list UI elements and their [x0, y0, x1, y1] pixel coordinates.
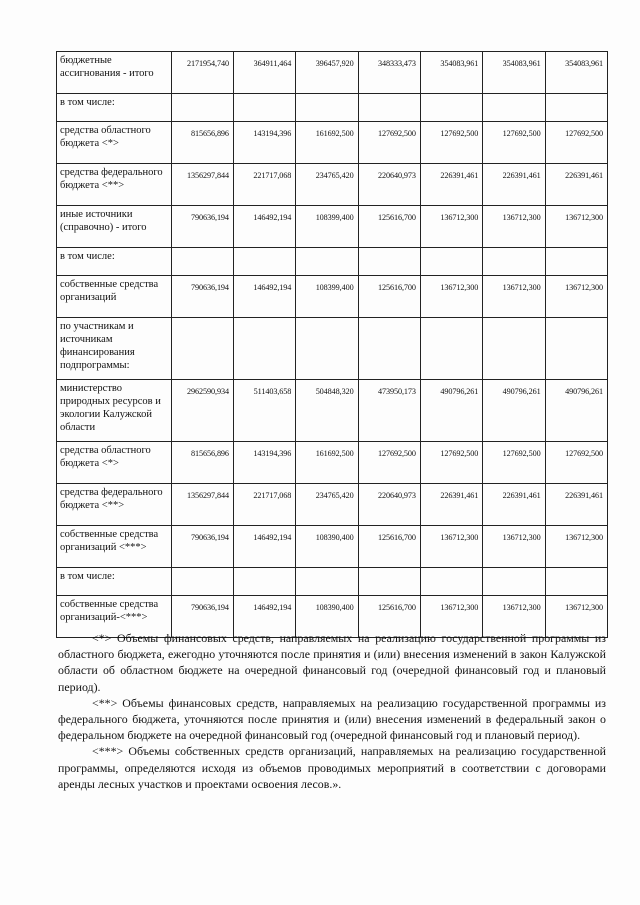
- footnote-own-funds: <***> Объемы собственных средств организаций, направляемых на реализацию государственной программы, определяются исходя из объемов проводимых мероприятий в соответствии с договорами аренды лесных участков и проектами освоения лесов.».: [58, 744, 606, 791]
- row-label: средства областного бюджета <*>: [57, 442, 172, 484]
- value-cell: [420, 318, 482, 380]
- value-cell: 226391,461: [483, 484, 545, 526]
- value-cell: 226391,461: [545, 164, 607, 206]
- value-cell: [171, 248, 233, 276]
- value-cell: 108399,400: [296, 276, 358, 318]
- table-row: [57, 52, 608, 94]
- value-cell: 396457,920: [296, 52, 358, 94]
- value-cell: 815656,896: [171, 122, 233, 164]
- value-cell: 136712,300: [420, 596, 482, 638]
- value-cell: 354083,961: [420, 52, 482, 94]
- value-cell: 125616,700: [358, 596, 420, 638]
- value-cell: 2171954,740: [171, 52, 233, 94]
- footnote-regional-budget: <*> Объемы финансовых средств, направляемых на реализацию государственной программы из областного бюджета, ежегодно уточняются после принятия и (или) внесения изменений в закон Калужской области об областном бюджете на очередной финансовый год (очередной финансовый год и плановый период).: [58, 631, 606, 694]
- table-row: [57, 164, 608, 206]
- value-cell: [233, 568, 295, 596]
- table-row: [57, 568, 608, 596]
- row-label: в том числе:: [57, 568, 172, 596]
- value-cell: 490796,261: [545, 380, 607, 442]
- value-cell: 146492,194: [233, 276, 295, 318]
- value-cell: [545, 568, 607, 596]
- value-cell: [358, 568, 420, 596]
- value-cell: 136712,300: [420, 276, 482, 318]
- value-cell: 220640,973: [358, 484, 420, 526]
- value-cell: 490796,261: [483, 380, 545, 442]
- row-label: по участникам и источникам финансирования подпрограммы:: [57, 318, 172, 380]
- value-cell: 146492,194: [233, 526, 295, 568]
- value-cell: [171, 94, 233, 122]
- value-cell: 226391,461: [420, 164, 482, 206]
- value-cell: 790636,194: [171, 526, 233, 568]
- row-label: в том числе:: [57, 94, 172, 122]
- value-cell: 354083,961: [483, 52, 545, 94]
- table-row: [57, 526, 608, 568]
- value-cell: 108399,400: [296, 206, 358, 248]
- value-cell: 221717,068: [233, 164, 295, 206]
- value-cell: 136712,300: [483, 276, 545, 318]
- row-label: бюджетные ассигнования - итого: [57, 52, 172, 94]
- table-row: [57, 442, 608, 484]
- value-cell: 234765,420: [296, 164, 358, 206]
- value-cell: [296, 248, 358, 276]
- value-cell: 136712,300: [483, 206, 545, 248]
- value-cell: 136712,300: [545, 206, 607, 248]
- financing-table: [56, 51, 608, 638]
- value-cell: 146492,194: [233, 596, 295, 638]
- value-cell: 125616,700: [358, 206, 420, 248]
- value-cell: 136712,300: [420, 526, 482, 568]
- value-cell: [483, 248, 545, 276]
- value-cell: 221717,068: [233, 484, 295, 526]
- value-cell: 364911,464: [233, 52, 295, 94]
- table-row: [57, 248, 608, 276]
- table-row: [57, 94, 608, 122]
- value-cell: [296, 568, 358, 596]
- value-cell: [358, 318, 420, 380]
- value-cell: 127692,500: [483, 442, 545, 484]
- value-cell: 143194,396: [233, 442, 295, 484]
- row-label: иные источники (справочно) - итого: [57, 206, 172, 248]
- value-cell: 127692,500: [483, 122, 545, 164]
- row-label: средства федерального бюджета <**>: [57, 484, 172, 526]
- value-cell: 226391,461: [483, 164, 545, 206]
- value-cell: [420, 94, 482, 122]
- value-cell: 815656,896: [171, 442, 233, 484]
- value-cell: 125616,700: [358, 276, 420, 318]
- value-cell: 127692,500: [420, 122, 482, 164]
- value-cell: [171, 568, 233, 596]
- financing-table-body: [57, 52, 608, 638]
- value-cell: 127692,500: [545, 122, 607, 164]
- value-cell: 127692,500: [358, 122, 420, 164]
- value-cell: 161692,500: [296, 122, 358, 164]
- value-cell: 348333,473: [358, 52, 420, 94]
- value-cell: 125616,700: [358, 526, 420, 568]
- value-cell: 136712,300: [545, 526, 607, 568]
- value-cell: [233, 94, 295, 122]
- value-cell: [545, 94, 607, 122]
- row-label: собственные средства организаций: [57, 276, 172, 318]
- value-cell: 136712,300: [483, 596, 545, 638]
- value-cell: 108390,400: [296, 596, 358, 638]
- value-cell: [358, 248, 420, 276]
- value-cell: [296, 94, 358, 122]
- value-cell: [358, 94, 420, 122]
- value-cell: 108390,400: [296, 526, 358, 568]
- value-cell: 146492,194: [233, 206, 295, 248]
- value-cell: 1356297,844: [171, 164, 233, 206]
- table-row: [57, 122, 608, 164]
- table-row: [57, 484, 608, 526]
- value-cell: 490796,261: [420, 380, 482, 442]
- footnotes: [58, 630, 606, 792]
- value-cell: 226391,461: [420, 484, 482, 526]
- value-cell: 161692,500: [296, 442, 358, 484]
- value-cell: 136712,300: [545, 276, 607, 318]
- value-cell: 473950,173: [358, 380, 420, 442]
- value-cell: 136712,300: [420, 206, 482, 248]
- value-cell: 2962590,934: [171, 380, 233, 442]
- value-cell: 136712,300: [483, 526, 545, 568]
- value-cell: 790636,194: [171, 276, 233, 318]
- value-cell: 790636,194: [171, 596, 233, 638]
- value-cell: 504848,320: [296, 380, 358, 442]
- row-label: средства федерального бюджета <**>: [57, 164, 172, 206]
- value-cell: 226391,461: [545, 484, 607, 526]
- value-cell: 136712,300: [545, 596, 607, 638]
- value-cell: [545, 318, 607, 380]
- value-cell: 127692,500: [358, 442, 420, 484]
- footnote-federal-budget: <**> Объемы финансовых средств, направляемых на реализацию государственной программы из федерального бюджета, уточняются после принятия и (или) внесения изменений в федеральный закон о федеральном бюджете на очередной финансовый год (очередной финансовый год и плановый период).: [58, 695, 606, 743]
- value-cell: 220640,973: [358, 164, 420, 206]
- value-cell: [545, 248, 607, 276]
- value-cell: [233, 318, 295, 380]
- row-label: собственные средства организаций <***>: [57, 526, 172, 568]
- value-cell: [233, 248, 295, 276]
- table-row: [57, 318, 608, 380]
- value-cell: [483, 94, 545, 122]
- row-label: собственные средства организаций-<***>: [57, 596, 172, 638]
- row-label: министерство природных ресурсов и экологии Калужской области: [57, 380, 172, 442]
- value-cell: [420, 248, 482, 276]
- value-cell: [171, 318, 233, 380]
- value-cell: 143194,396: [233, 122, 295, 164]
- value-cell: 790636,194: [171, 206, 233, 248]
- value-cell: [296, 318, 358, 380]
- row-label: средства областного бюджета <*>: [57, 122, 172, 164]
- table-row: [57, 206, 608, 248]
- value-cell: 127692,500: [545, 442, 607, 484]
- value-cell: 354083,961: [545, 52, 607, 94]
- value-cell: [483, 568, 545, 596]
- value-cell: [420, 568, 482, 596]
- value-cell: [483, 318, 545, 380]
- value-cell: 127692,500: [420, 442, 482, 484]
- value-cell: 1356297,844: [171, 484, 233, 526]
- table-row: [57, 380, 608, 442]
- table-row: [57, 276, 608, 318]
- value-cell: 511403,658: [233, 380, 295, 442]
- row-label: в том числе:: [57, 248, 172, 276]
- value-cell: 234765,420: [296, 484, 358, 526]
